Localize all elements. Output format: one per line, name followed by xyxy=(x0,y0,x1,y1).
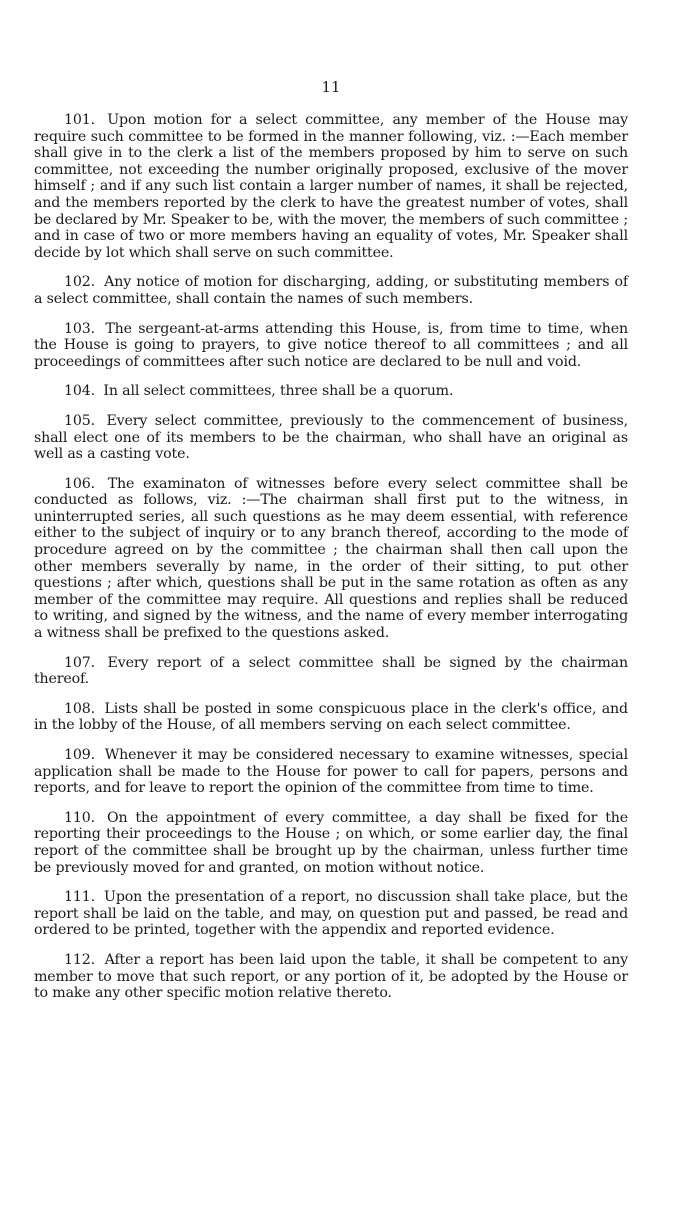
document-page xyxy=(34,78,628,1015)
paragraph-text: Whenever it may be considered necessary to examine witnesses, special application shall be made to the House for power to call for papers, persons and reports, and for leave to report the opinion of the committee from time to time. xyxy=(34,747,628,797)
page-number: 11 xyxy=(321,78,341,96)
paragraph-102 xyxy=(34,274,628,307)
paragraph-text: On the appointment of every committee, a day shall be fixed for the reporting their proceedings to the House ; on which, or some earlier day, the final report of the committee shall be brought up by the chairman, unless further time be previously moved for and granted, on motion without notice. xyxy=(34,809,628,876)
paragraph-text: After a report has been laid upon the table, it shall be competent to any member to move that such report, or any portion of it, be adopted by the House or to make any other specific motion relative thereto. xyxy=(34,951,628,1002)
paragraph-107 xyxy=(34,655,628,688)
paragraph-112 xyxy=(34,952,628,1002)
paragraph-text: Every report of a select committee shall be signed by the chairman thereof. xyxy=(34,654,628,688)
paragraph-111 xyxy=(34,889,628,939)
paragraph-number: 106. xyxy=(64,475,95,492)
paragraph-108 xyxy=(34,701,628,734)
paragraph-text: Every select committee, previously to the commencement of business, shall elect one of its members to be the chairman, who shall have an original as well as a casting vote. xyxy=(34,412,628,463)
paragraph-number: 103. xyxy=(64,320,95,337)
paragraph-text: The examinaton of witnesses before every select committee shall be conducted as follows, viz. :—The chairman shall first put to the witness, in uninterrupted series, all such questions as he may deem essential, with reference either to the subject of inquiry or to any branch thereof, according to the mode of procedure agreed on by the committee ; the chairman shall then call upon the other members severally by name, in the order of their sitting, to put other questions ; after which, questions shall be put in the same rotation as often as any member of the committee may require. All questions and replies shall be reduced to writing, and signed by the witness, and the name of every member interrogating a witness shall be prefixed to the questions asked. xyxy=(34,475,628,642)
paragraph-text: Upon motion for a select committee, any member of the House may require such committee to be formed in the manner following, viz. :—Each member shall give in to the clerk a list of the members proposed by him to serve on such committee, not exceeding the number originally proposed, exclusive of the mover himself ; and if any such list contain a larger number of names, it shall be rejected, and the members reported by the clerk to have the greatest number of votes, shall be declared by Mr. Speaker to be, with the mover, the members of such committee ; and in case of two or more members having an equality of votes, Mr. Speaker shall decide by lot which shall serve on such committee. xyxy=(34,112,628,261)
paragraph-text: Any notice of motion for discharging, adding, or substituting members of a select committee, shall contain the names of such members. xyxy=(34,274,628,307)
paragraph-number: 108. xyxy=(64,700,95,717)
paragraph-number: 101. xyxy=(64,112,95,128)
paragraph-text: In all select committees, three shall be a quorum. xyxy=(103,383,454,400)
paragraph-number: 110. xyxy=(64,809,95,826)
paragraph-106 xyxy=(34,476,628,642)
paragraph-text: The sergeant-at-arms attending this House, is, from time to time, when the House is going to prayers, to give notice thereof to all committees ; and all proceedings of committees after such notice are declared to be null and void. xyxy=(34,320,628,370)
paragraph-number: 111. xyxy=(64,889,95,906)
paragraph-109 xyxy=(34,747,628,797)
paragraph-101 xyxy=(34,112,628,261)
paragraph-105 xyxy=(34,413,628,463)
paragraph-103 xyxy=(34,321,628,371)
paragraph-number: 112. xyxy=(64,951,95,968)
paragraph-number: 104. xyxy=(64,383,95,400)
paragraph-number: 109. xyxy=(64,747,95,763)
paragraph-number: 105. xyxy=(64,412,95,429)
paragraph-text: Lists shall be posted in some conspicuous place in the clerk's office, and in the lobby of the House, of all members serving on each select committee. xyxy=(34,700,628,734)
paragraph-110 xyxy=(34,810,628,876)
paragraph-number: 107. xyxy=(64,654,95,671)
paragraph-text: Upon the presentation of a report, no discussion shall take place, but the report shall be laid on the table, and may, on question put and passed, be read and ordered to be printed, together with the appendix and reported evidence. xyxy=(34,889,628,939)
paragraph-104 xyxy=(34,383,628,400)
paragraph-number: 102. xyxy=(64,274,95,291)
